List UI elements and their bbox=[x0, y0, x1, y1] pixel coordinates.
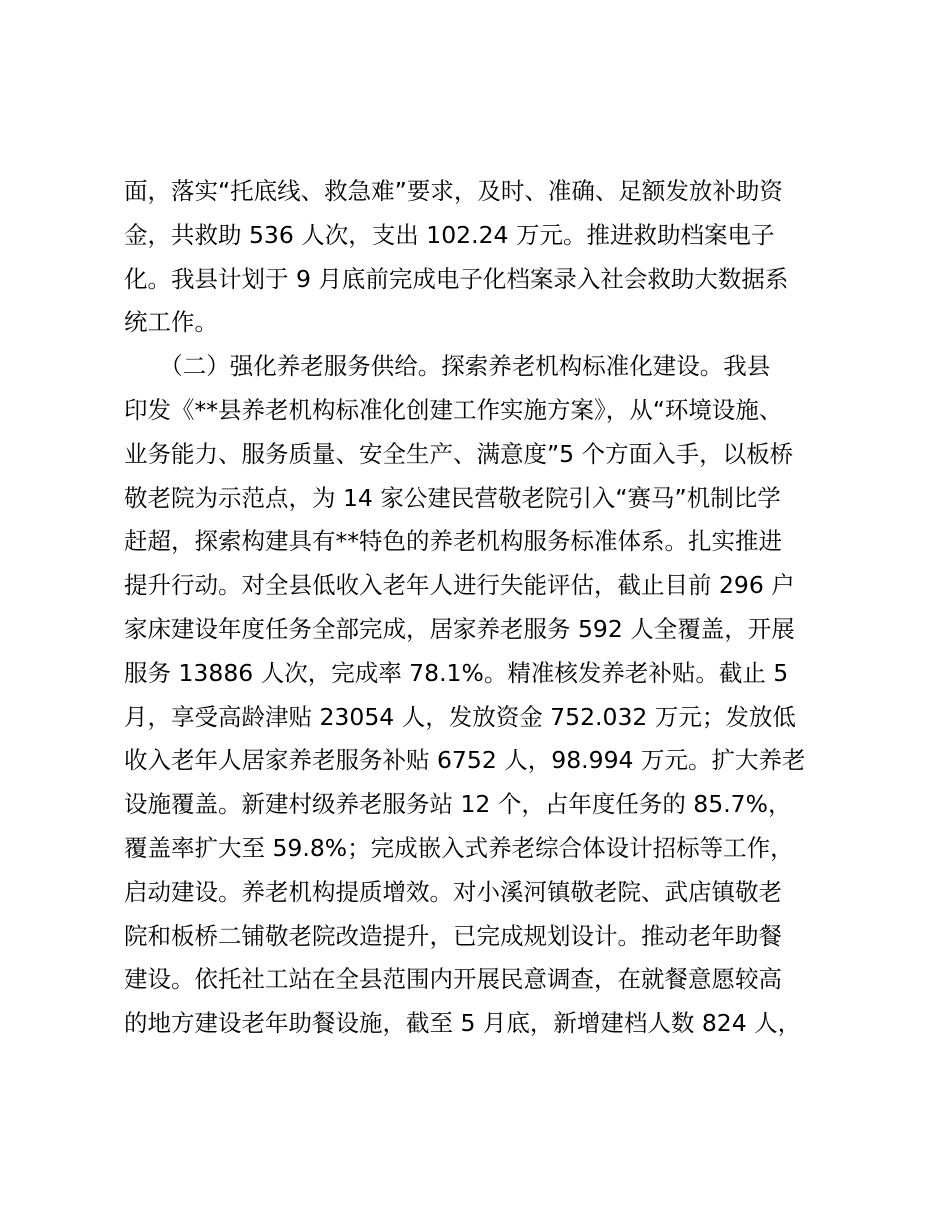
text-line: 设施覆盖。新建村级养老服务站 12 个，占年度任务的 85.7%， bbox=[124, 790, 792, 819]
text-line: 业务能力、服务质量、安全生产、满意度”5 个方面入手，以板桥 bbox=[124, 439, 794, 468]
text-line: 月，享受高龄津贴 23054 人，发放资金 752.032 万元；发放低 bbox=[124, 702, 796, 731]
body-text bbox=[124, 170, 844, 1046]
text-line: 提升行动。对全县低收入老年人进行失能评估，截止目前 296 户 bbox=[124, 571, 795, 600]
text-line: 赶超，探索构建具有**特色的养老机构服务标准体系。扎实推进 bbox=[124, 527, 782, 556]
section-heading-line: （二）强化养老服务供给。探索养老机构标准化建设。我县 bbox=[124, 352, 771, 381]
text-line: 化。我县计划于 9 月底前完成电子化档案录入社会救助大数据系 bbox=[124, 264, 789, 293]
text-line: 金，共救助 536 人次，支出 102.24 万元。推进救助档案电子 bbox=[124, 220, 775, 249]
text-line: 启动建设。养老机构提质增效。对小溪河镇敬老院、武店镇敬老 bbox=[124, 877, 782, 906]
text-line: 敬老院为示范点，为 14 家公建民营敬老院引入“赛马”机制比学 bbox=[124, 483, 781, 512]
text-line: 建设。依托社工站在全县范围内开展民意调查，在就餐意愿较高 bbox=[124, 965, 782, 994]
text-line: 服务 13886 人次，完成率 78.1%。精准核发养老补贴。截止 5 bbox=[124, 658, 789, 687]
text-line: 统工作。 bbox=[124, 308, 218, 337]
text-line: 院和板桥二铺敬老院改造提升，已完成规划设计。推动老年助餐 bbox=[124, 921, 782, 950]
text-line: 家床建设年度任务全部完成，居家养老服务 592 人全覆盖，开展 bbox=[124, 614, 795, 643]
text-line: 印发《**县养老机构标准化创建工作实施方案》，从“环境设施、 bbox=[124, 395, 783, 424]
text-line: 覆盖率扩大至 59.8%；完成嵌入式养老综合体设计招标等工作， bbox=[124, 833, 794, 862]
text-line: 收入老年人居家养老服务补贴 6752 人，98.994 万元。扩大养老 bbox=[124, 746, 806, 775]
text-line: 的地方建设老年助餐设施，截至 5 月底，新增建档人数 824 人， bbox=[124, 1009, 802, 1038]
text-line: 面，落实“托底线、救急难”要求，及时、准确、足额发放补助资 bbox=[124, 177, 783, 205]
